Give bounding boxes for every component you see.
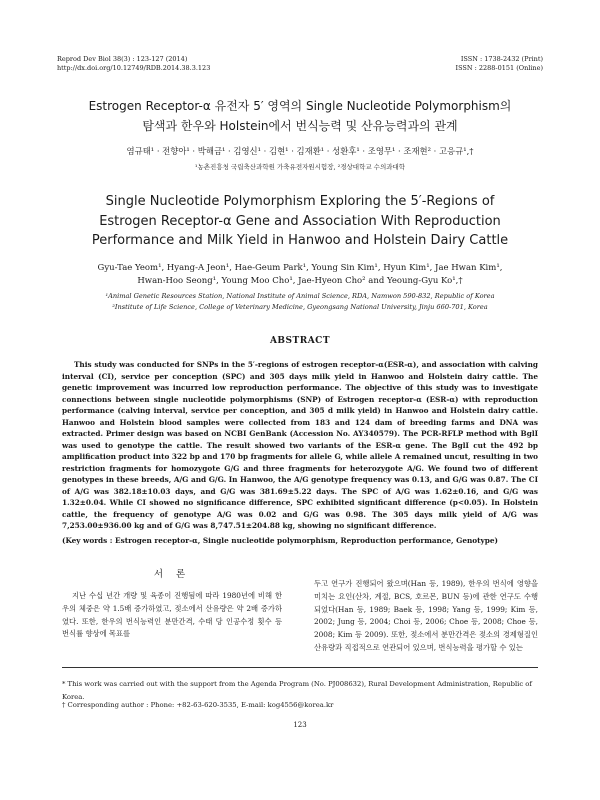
english-authors: [40, 262, 560, 287]
keywords: (Key words : Estrogen receptor-α, Single nucleotide polymorphism, Reproduction performance, Genotype): [62, 536, 498, 545]
intro-paragraph: 지난 수십 년간 개량 및 육종이 진행됨에 따라 1980년에 비해 한우의 체중은 약 1.5배 증가하였고, 젖소에서 산유량은 약 2배 증가하였다. 또한, 한우의 번식능력인 분만간격, 수태 당 인공수정 횟수 등 번식률 향상에 목표를: [62, 591, 282, 639]
english-title-line: Estrogen Receptor-α Gene and Association With Reproduction: [99, 213, 501, 229]
korean-title: [40, 96, 560, 136]
abstract-body: [62, 359, 538, 532]
intro-left-column: [62, 582, 282, 641]
issn-block: [456, 55, 544, 73]
issn-print: ISSN : 1738-2432 (Print): [460, 55, 543, 63]
abstract-heading: ABSTRACT: [269, 336, 331, 346]
english-title-line: Performance and Milk Yield in Hanwoo and Holstein Dairy Cattle: [91, 233, 509, 248]
issn-online: ISSN : 2288-0151 (Online): [455, 64, 543, 72]
affiliation-line: ²Institute of Life Science, College of Veterinary Medicine, Gyeongsang National University, Jinju 660-701, Korea: [112, 302, 488, 311]
authors-line: Hwan-Hoo Seong¹, Young Moo Cho¹, Jae-Hyeon Cho² and Yeoung-Gyu Ko¹,†: [137, 275, 463, 286]
doi-line: http://dx.doi.org/10.12749/RDB.2014.38.3.123: [57, 64, 211, 72]
korean-title-line: 탐색과 한우와 Holstein에서 번식능력 및 산유능력과의 관계: [142, 119, 458, 133]
corresponding-author-footnote: † Corresponding author : Phone: +82-63-620-3535, E-mail: kog4556@korea.kr: [62, 701, 334, 709]
intro-right-column: [314, 578, 538, 655]
abstract-text: This study was conducted for SNPs in the 5′-regions of estrogen receptor-α(ESR-α), and association with calving interval (CI), service per conception (SPC) and 305 days milk yield in Hanwoo and Holstein dairy cattle. The genetic improvement was incurred low reproduction performance. The objective of this study was to investigate connections between single nucleotide polymorphisms (SNP) of Estrogen receptor-α (ESR-α) with reproduction performance (calving interval, service per conception, and 305 d milk yield) in Hanwoo and Holstein dairy cattle. Hanwoo and Holstein blood samples were collected from 183 and 124 dam of breeding farms and DNA was extracted. Primer design was based on NCBI GenBank (Accession No. AY340579). The PCR-RFLP method with BglI was used to genotype the cattle. The result showed two variants of the ESR-α gene. The BglI cut the 492 bp amplification product into 322 bp and 170 bp fragments for allele G, while allele A remained uncut, resulting in two restriction fragments for homozygote G/G and three fragments for heterozygote A/G. We found two of different genotypes in these breeds, A/G and G/G. In Hanwoo, the A/G genotype frequency was 0.13, and G/G was 0.87. The CI of A/G was 382.18±10.03 days, and G/G was 381.69±5.22 days. The SPC of A/G was 1.62±0.16, and G/G was 1.32±0.04. While CI showed no significance difference, SPC exhibited significant difference (p<0.05). In Holstein cattle, the frequency of genotype A/G was 0.02 and G/G was 0.98. The 305 days milk yield of A/G was 7,253.00±936.00 kg and of G/G was 8,747.51±204.88 kg, showing no significant difference.: [62, 360, 538, 530]
funding-footnote: * This work was carried out with the support from the Agenda Program (No. PJ008632), Rural Development Administration, Republic of Korea.: [62, 680, 532, 701]
page-number: 123: [293, 721, 307, 729]
footnote-divider: [62, 667, 538, 668]
citation-line: Reprod Dev Biol 38(3) : 123-127 (2014): [57, 55, 188, 63]
korean-affiliation: ¹농촌진흥청 국립축산과학원 가축유전자원시험장, ²경상대학교 수의과대학: [194, 163, 406, 171]
affiliation-line: ¹Animal Genetic Resources Station, National Institute of Animal Science, RDA, Namwon 590-832, Republic of Korea: [105, 292, 495, 300]
english-affiliations: [40, 291, 560, 312]
english-title: [40, 192, 560, 251]
journal-citation: [57, 55, 210, 73]
introduction-heading: 서 론: [153, 569, 191, 580]
authors-line: Gyu-Tae Yeom¹, Hyang-A Jeon¹, Hae-Geum Park¹, Young Sin Kim¹, Hyun Kim¹, Jae Hwan Kim¹,: [97, 263, 503, 273]
intro-paragraph: 두고 연구가 진행되어 왔으며(Han 등, 1989), 한우의 번식에 영향을 미치는 요인(산차, 계절, BCS, 호르몬, BUN 등)에 관한 연구도 수행되었다(Han 등, 1989; Baek 등, 1998; Yang 등, 1999; Kim 등, 2002; Jung 등, 2004; Choi 등, 2006; Choe 등, 2008; Choe 등, 2008; Kim 등 2009). 또한, 젖소에서 분만간격은 젖소의 경제형질인 산유량과 직접적으로 연관되어 있으며, 번식능력을 평가할 수 있는: [314, 579, 538, 652]
korean-title-line: Estrogen Receptor-α 유전자 5′ 영역의 Single Nucleotide Polymorphism의: [88, 99, 512, 113]
english-title-line: Single Nucleotide Polymorphism Exploring the 5′-Regions of: [105, 194, 495, 209]
korean-authors: 염규태¹ · 전향아¹ · 박해금¹ · 김영신¹ · 김현¹ · 김재환¹ · 성환후¹ · 조영무¹ · 조재현² · 고응규¹,†: [126, 146, 474, 156]
